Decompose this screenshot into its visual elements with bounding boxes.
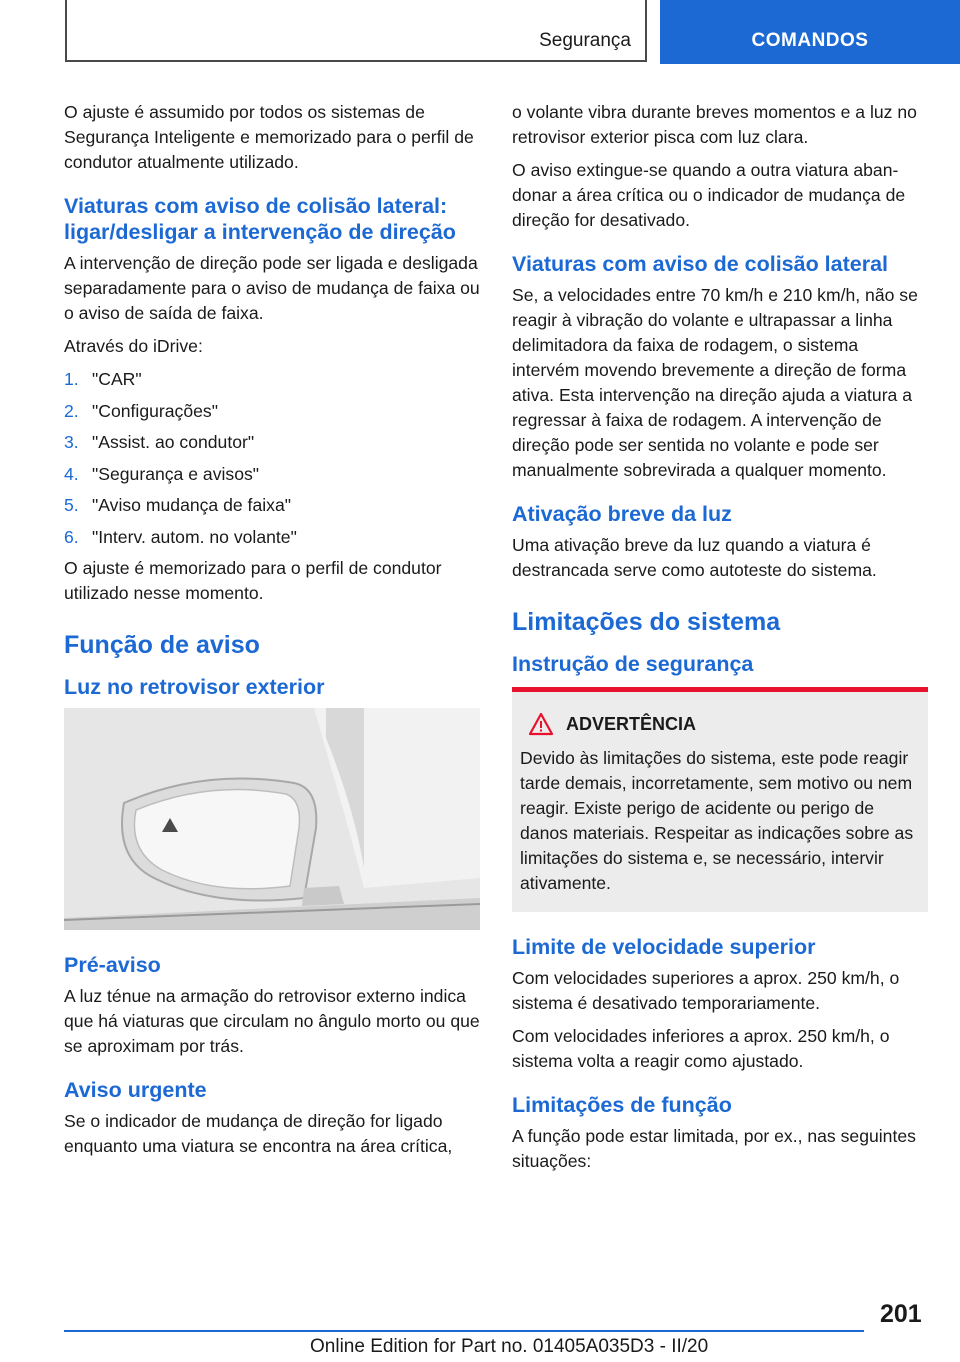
left-column [64, 100, 482, 1167]
heading-steering-intervention: Viaturas com aviso de colisão lateral: ligar/desligar a intervenção de direção [64, 194, 456, 244]
heading-urgent-warning: Aviso urgente [64, 1078, 207, 1102]
continuation-paragraph: o volante vibra durante breves momentos e a luz no retrovisor exterior pisca com luz clara. [512, 102, 917, 147]
function-limitations-paragraph: A função pode estar limitada, por ex., nas seguintes situações: [512, 1126, 916, 1171]
warning-title: ADVERTÊNCIA [566, 713, 697, 734]
heading-system-limitations: Limitações do sistema [512, 608, 781, 636]
list-item: 4. "Segurança e avisos" [64, 463, 260, 484]
memorized-paragraph: O ajuste é memorizado para o perfil de condutor utilizado nesse momento. [64, 558, 442, 603]
page-number: 201 [880, 1300, 922, 1328]
steering-paragraph: A intervenção de direção pode ser ligada e desligada separadamente para o aviso de mudança de faixa ou o aviso de saída de faixa. [64, 253, 480, 323]
right-column [512, 100, 928, 1182]
header-section-box [65, 0, 647, 62]
speed-paragraph-2: Com velocidades inferiores a aprox. 250 km/h, o sistema volta a reagir como ajustado. [512, 1026, 890, 1071]
speed-paragraph-1: Com velocidades superiores a aprox. 250 km/h, o sistema é desativado temporariamente. [512, 968, 900, 1013]
heading-brief-activation: Ativação breve da luz [512, 502, 732, 526]
brief-activation-paragraph: Uma ativação breve da luz quando a viatura é destrancada serve como autoteste do sistema. [512, 535, 877, 580]
heading-pre-warning: Pré-aviso [64, 953, 161, 977]
footer-edition: Online Edition for Part no. 01405A035D3 - II/20 [310, 1336, 709, 1357]
list-item: 1. "CAR" [64, 369, 142, 389]
idrive-steps-list [64, 367, 482, 550]
mirror-illustration [64, 708, 480, 930]
urgent-warning-paragraph: Se o indicador de mudança de direção for ligado enquanto uma viatura se encontra na área crítica, [64, 1111, 453, 1156]
heading-function-limitations: Limitações de função [512, 1093, 732, 1117]
warning-text: Devido às limitações do sistema, este pode reagir tarde demais, incorretamente, sem motivo ou nem reagir. Existe perigo de acidente ou perigo de danos materiais. Respeitar as indicações sobre as limitações do sistema e, se necessário, intervir ativamente. [520, 748, 914, 893]
pre-warning-paragraph: A luz ténue na armação do retrovisor externo indica que há viaturas que circulam no ângulo morto ou que se aproximam por trás. [64, 986, 480, 1056]
heading-warning-function: Função de aviso [64, 631, 260, 659]
heading-upper-speed-limit: Limite de velocidade superior [512, 935, 816, 959]
chapter-title: COMANDOS [751, 30, 869, 51]
footer-divider [64, 1330, 864, 1332]
side-mirror-image [64, 708, 480, 930]
warning-box [512, 687, 928, 912]
list-item: 2. "Configurações" [64, 400, 218, 421]
warning-triangle-icon [528, 712, 554, 736]
idrive-paragraph: Através do iDrive: [64, 336, 203, 356]
intro-paragraph: O ajuste é assumido por todos os sistemas de Segurança Inteligente e memorizado para o perfil de condutor atualmente utilizado. [64, 102, 474, 172]
list-item: 6. "Interv. autom. no volante" [64, 526, 297, 547]
extinguish-paragraph: O aviso extingue-se quando a outra viatura abandonar a área crítica ou o indicador de mudança de direção for desativado. [512, 160, 906, 230]
header-chapter-tab [660, 0, 960, 64]
list-item: 5. "Aviso mudança de faixa" [64, 495, 291, 515]
side-collision-paragraph: Se, a velocidades entre 70 km/h e 210 km/h, não se reagir à vibração do volante e ultrapassar a linha delimitadora da faixa de rodagem, o sistema intervém movendo brevemente a direção de forma ativa. Esta intervenção na direção ajuda a viatura a regressar à faixa de rodagem. A intervenção de direção pode ser sentida no volante e pode ser manualmente sobrevirada a qualquer momento. [512, 285, 918, 480]
heading-safety-instruction: Instrução de segurança [512, 652, 754, 676]
heading-side-collision: Viaturas com aviso de colisão lateral [512, 252, 889, 276]
section-title: Segurança [539, 30, 631, 51]
heading-mirror-light: Luz no retrovisor exterior [64, 675, 325, 699]
list-item: 3. "Assist. ao condutor" [64, 432, 255, 452]
